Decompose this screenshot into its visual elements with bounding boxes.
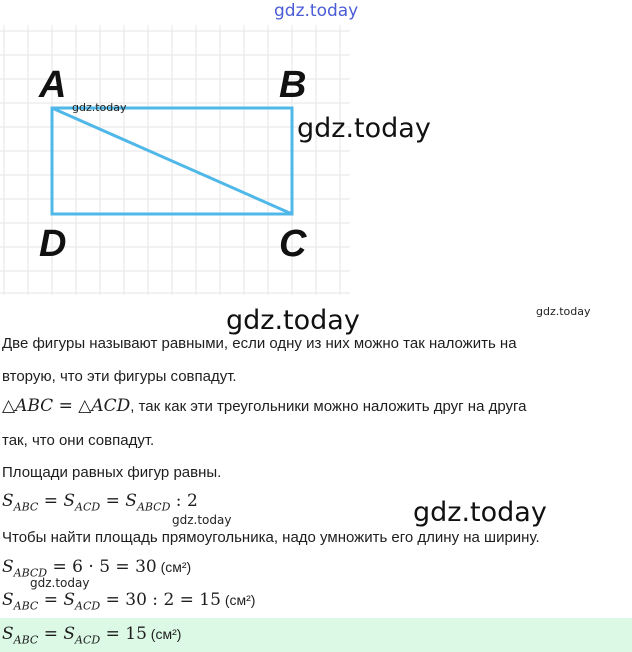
triangle-area-calc: $S_{ABC} = S_{ACD} = 30$ : 2 = 15 (см²) (2, 590, 256, 613)
triangles-line-2: так, что они совпадут. (2, 432, 155, 449)
answer-line: $S_{ABC} = S_{ACD} = 15$ (см²) (2, 624, 182, 647)
area-relation-formula: $S_{ABC} = S_{ACD} = S_{ABCD}$ : 2 (2, 491, 198, 514)
triangles-equal-formula: △ABC = △ACD (2, 396, 131, 416)
definition-line-2: вторую, что эти фигуры совпадут. (2, 368, 237, 385)
rectangle-figure (0, 25, 360, 295)
watermark-lower-big: gdz.today (413, 497, 547, 528)
vertex-d-label: D (39, 223, 67, 265)
vertex-c-label: C (279, 223, 307, 265)
equal-areas-line: Площади равных фигур равны. (2, 464, 222, 481)
vertex-b-label: B (279, 64, 307, 106)
watermark-top: gdz.today (274, 1, 359, 21)
watermark-mid-center: gdz.today (226, 305, 360, 336)
watermark-lower-small: gdz.today (172, 513, 232, 527)
watermark-right-of-figure: gdz.today (297, 113, 431, 144)
watermark-bottom-small: gdz.today (30, 576, 90, 590)
vertex-a-label: A (39, 64, 67, 106)
rectangle-area-rule: Чтобы найти площадь прямоугольника, надо умножить его длину на ширину. (2, 529, 540, 546)
rectangle-area-calc: $S_{ABCD} = 6 \cdot 5 = 30$ (см²) (2, 557, 192, 580)
definition-line-1: Две фигуры называют равными, если одну из них можно так наложить на (2, 335, 517, 352)
watermark-mid-right: gdz.today (536, 305, 591, 318)
watermark-figure: gdz.today (72, 101, 127, 114)
triangles-equal-line: △ABC = △ACD, так как эти треугольники можно наложить друг на друга (2, 396, 527, 416)
